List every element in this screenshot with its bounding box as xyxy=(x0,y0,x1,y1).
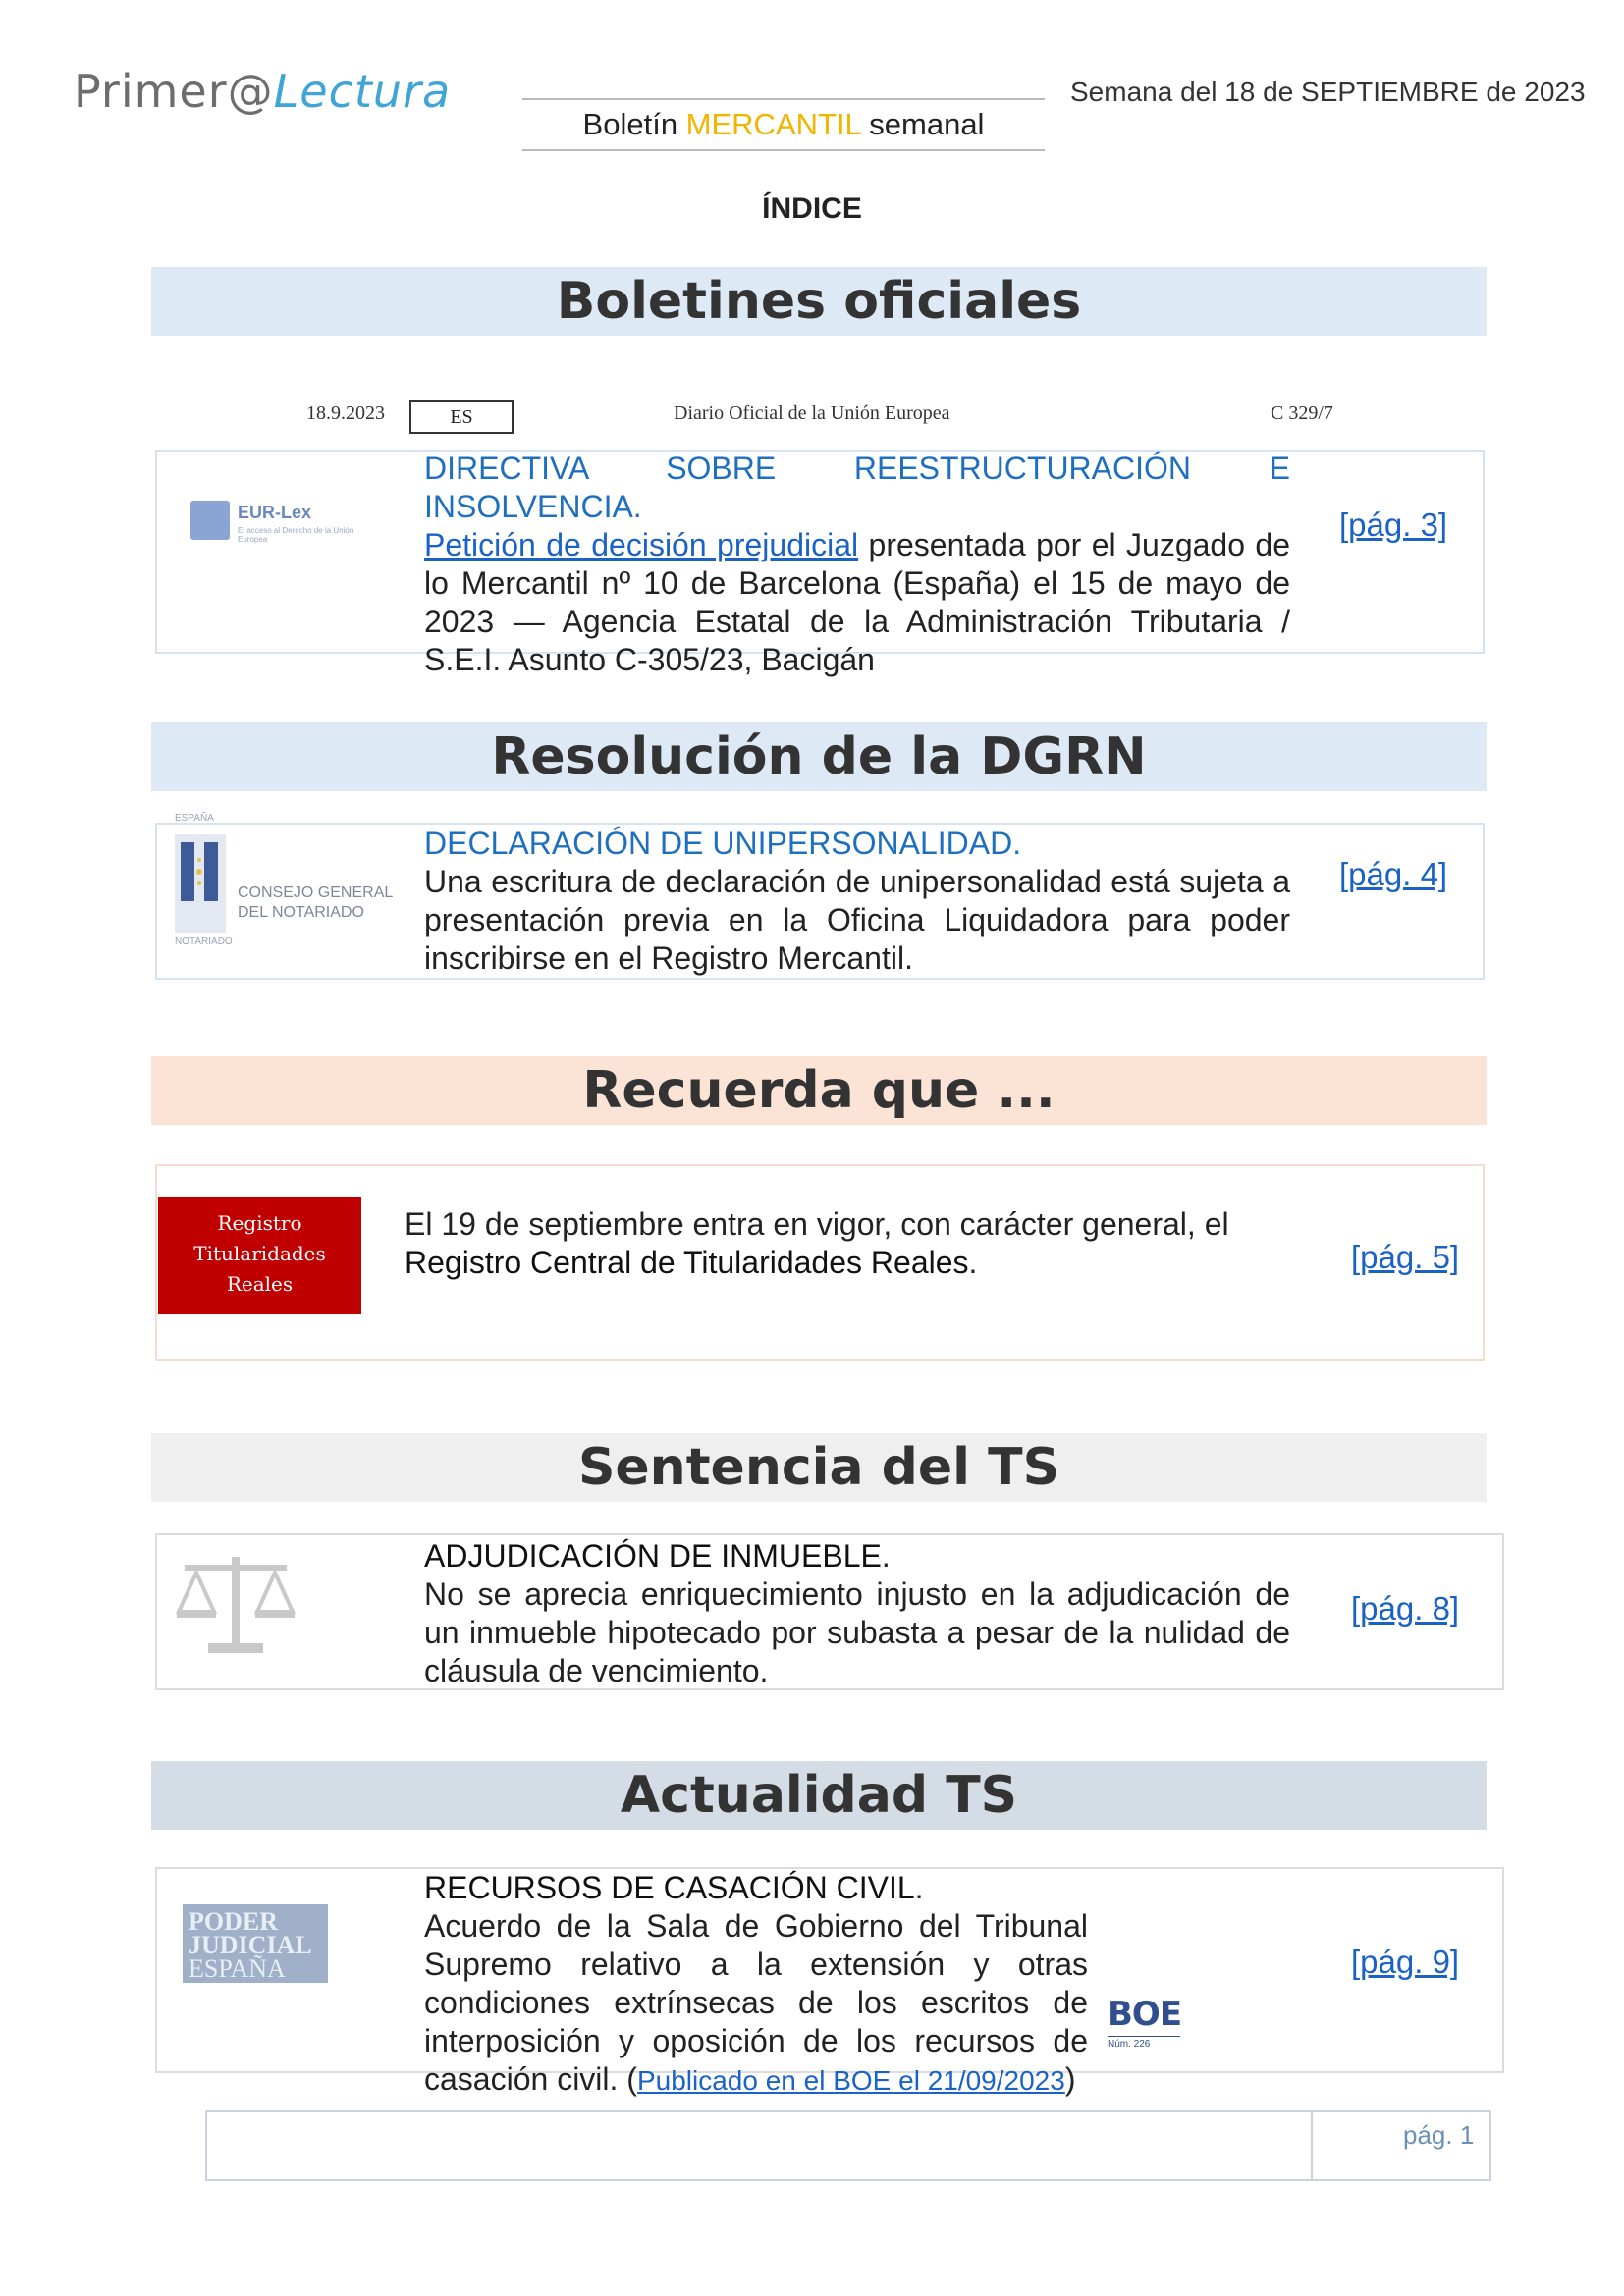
notariado-name-2: DEL NOTARIADO xyxy=(238,904,364,921)
oj-ref: C 329/7 xyxy=(1271,402,1333,424)
footer-box xyxy=(205,2110,1491,2181)
section-resolucion-dgrn: Resolución de la DGRN xyxy=(151,722,1487,791)
registro-logo-line-3: Reales xyxy=(226,1272,294,1296)
eur-lex-logo xyxy=(190,501,359,554)
page-link-5[interactable]: [pág. 5] xyxy=(1351,1239,1460,1275)
notariado-emblem-icon xyxy=(175,834,226,933)
entry-registro-body: El 19 de septiembre entra en vigor, con carácter general, el xyxy=(405,1206,1229,1242)
page-link-3[interactable]: [pág. 3] xyxy=(1339,507,1448,543)
section-boletines-oficiales: Boletines oficiales xyxy=(151,267,1487,336)
index-heading: ÍNDICE xyxy=(762,192,862,225)
notariado-logo-foot: NOTARIADO xyxy=(175,936,233,947)
brand-logo xyxy=(74,65,451,118)
section-recuerda-que: Recuerda que ... xyxy=(151,1056,1487,1125)
scales-of-justice-icon xyxy=(175,1543,297,1661)
notariado-name-1: CONSEJO GENERAL xyxy=(238,884,394,901)
entry-adjudicacion-text xyxy=(424,1537,1290,1690)
entry-casacion-close: ) xyxy=(1064,2061,1076,2097)
entry-unipersonalidad-text xyxy=(424,825,1290,978)
section-sentencia-ts: Sentencia del TS xyxy=(151,1433,1487,1502)
entry-registro-name: Registro Central de Titularidades Reales xyxy=(405,1245,969,1280)
boe-logo xyxy=(1108,1995,1180,2057)
notariado-logo-name xyxy=(238,883,393,923)
boe-number: Núm. 226 xyxy=(1108,2036,1180,2050)
logo-part-1: Primer@ xyxy=(74,65,274,118)
registro-titularidades-logo xyxy=(158,1197,361,1314)
bulletin-title-pre: Boletín xyxy=(582,107,686,141)
entry-adjudicacion-body: No se aprecia enriquecimiento injusto en la adjudicación de un inmueble hipotecado por subasta a pesar de la nulidad de cláusula de vencimiento. xyxy=(424,1576,1290,1688)
entry-directiva-case: Asunto C-305/23, Bacigán xyxy=(508,642,875,677)
page-link-9[interactable]: [pág. 9] xyxy=(1351,1944,1460,1980)
registro-logo-line-1: Registro xyxy=(217,1211,302,1235)
entry-casacion-text xyxy=(424,1869,1290,2100)
eur-lex-logo-sub: El acceso al Derecho de la Unión Europea xyxy=(238,526,354,544)
poder-judicial-logo xyxy=(183,1904,328,1983)
eu-flag-icon xyxy=(190,501,230,540)
entry-adjudicacion-title: ADJUDICACIÓN DE INMUEBLE xyxy=(424,1538,882,1574)
page-link-4[interactable]: [pág. 4] xyxy=(1339,856,1448,892)
entry-casacion-body: Acuerdo de la Sala de Gobierno del Tribunal Supremo relativo a la extensión y otras condiciones extrínsecas de los escritos de interposición y oposición de los recursos de casación civil. ( xyxy=(424,1908,1088,2097)
entry-directiva-title: DIRECTIVA SOBRE REESTRUCTURACIÓN E INSOLVENCIA. xyxy=(424,451,1290,524)
entry-registro-text xyxy=(405,1205,1288,1282)
section-actualidad-ts: Actualidad TS xyxy=(151,1761,1487,1830)
bulletin-title-mercantil: MERCANTIL xyxy=(685,107,861,141)
entry-directiva-text xyxy=(424,450,1290,679)
entry-casacion-body-wrap xyxy=(424,1907,1088,2100)
entry-adjudicacion-title-period: . xyxy=(881,1538,891,1574)
oj-lang: ES xyxy=(409,400,514,434)
entry-unipersonalidad-body: Una escritura de declaración de unipersonalidad está sujeta a presentación previa en la Oficina Liquidadora para poder inscribirse en el Registro Mercantil. xyxy=(424,864,1290,976)
eur-lex-logo-text: EUR-Lex xyxy=(238,503,312,522)
oj-date: 18.9.2023 xyxy=(306,402,385,424)
footer-divider xyxy=(1311,2112,1313,2179)
footer-page-number: pág. 1 xyxy=(1403,2120,1475,2150)
notariado-logo xyxy=(175,813,401,950)
entry-registro-period: . xyxy=(968,1245,978,1280)
bulletin-title-post: semanal xyxy=(860,107,985,141)
registro-logo-line-2: Titularidades xyxy=(193,1242,326,1265)
entry-directiva-body: presentada por el Juzgado de lo Mercantil nº 10 de Barcelona (España) el 15 de mayo de 2023 — Agencia Estatal de la Administración Tributaria / S.E.I. xyxy=(424,527,1291,677)
logo-part-2: Lectura xyxy=(273,65,452,118)
entry-casacion-title-period: . xyxy=(914,1870,924,1905)
boe-logo-text: BOE xyxy=(1108,1995,1182,2034)
pj-logo-line-2: JUDICIAL xyxy=(189,1931,312,1959)
page-link-8[interactable]: [pág. 8] xyxy=(1351,1590,1460,1627)
oj-journal: Diario Oficial de la Unión Europea xyxy=(674,402,950,424)
peticion-link[interactable]: Petición de decisión prejudicial xyxy=(424,527,859,562)
notariado-logo-cap: ESPAÑA xyxy=(175,813,214,824)
week-label: Semana del 18 de SEPTIEMBRE de 2023 xyxy=(1070,77,1586,107)
pj-logo-line-1: PODER xyxy=(189,1907,278,1936)
pj-logo-line-3: ESPAÑA xyxy=(189,1954,286,1983)
entry-unipersonalidad-title: DECLARACIÓN DE UNIPERSONALIDAD. xyxy=(424,826,1022,861)
entry-casacion-title: RECURSOS DE CASACIÓN CIVIL xyxy=(424,1870,915,1905)
boe-publication-link[interactable]: Publicado en el BOE el 21/09/2023 xyxy=(636,2065,1065,2096)
bulletin-title xyxy=(522,98,1045,151)
